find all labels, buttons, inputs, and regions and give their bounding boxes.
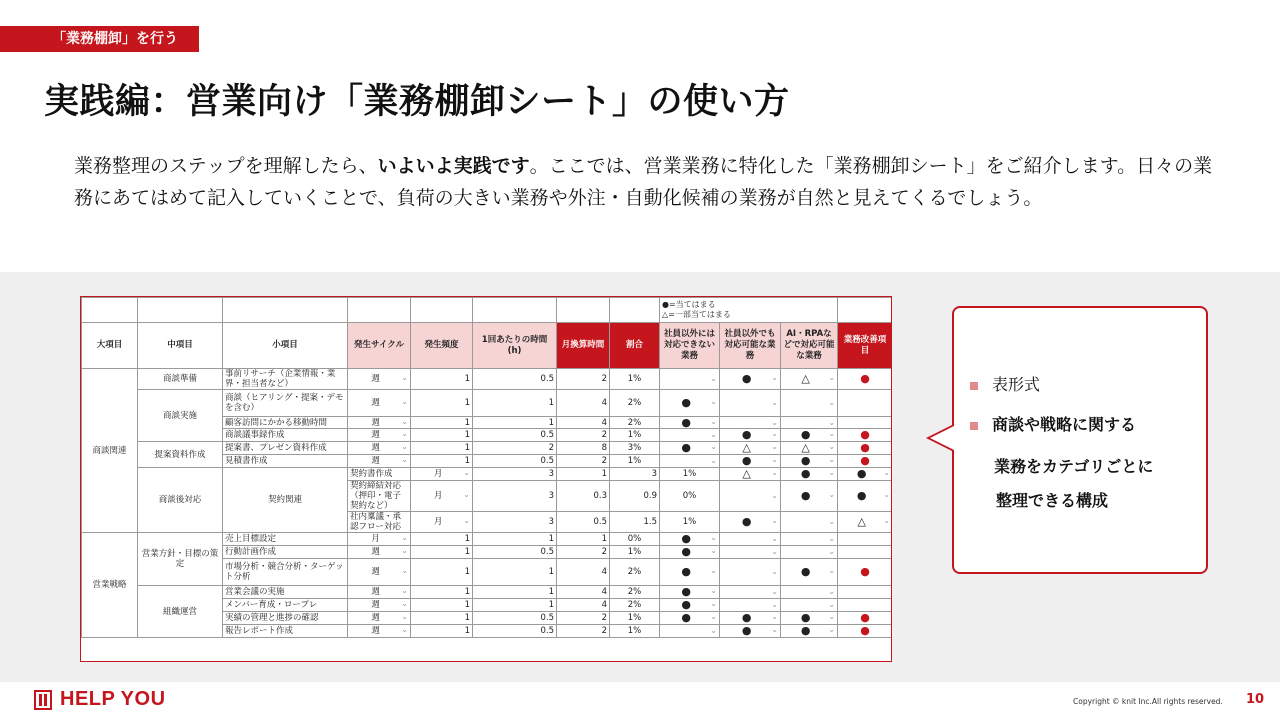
cell-cycle: 月 ⌄ — [411, 468, 473, 481]
table-row — [82, 468, 893, 481]
cell-staff-only: ● ⌄ — [660, 390, 720, 417]
cell-task: 報告レポート作成 — [223, 625, 348, 638]
cell-staff-only: ● ⌄ — [660, 586, 720, 599]
cell-staff-only: △ ⌄ — [720, 468, 781, 481]
cell-ai-rpa: ● ⌄ — [781, 455, 838, 468]
cell-ratio: 1% — [660, 468, 720, 481]
cell-task: 市場分析・競合分析・ターゲット分析 — [223, 559, 348, 586]
header-ratio: 割合 — [610, 323, 660, 369]
cell-hours: 1 — [473, 417, 557, 429]
cell-ai-rpa — [781, 546, 838, 559]
intro-paragraph — [74, 150, 1214, 214]
cell-task: 顧客訪問にかかる移動時間 — [223, 417, 348, 429]
cell-ai-rpa: ● ⌄ — [781, 625, 838, 638]
cell-staff-only: ● ⌄ — [720, 512, 781, 533]
cell-staff-only — [660, 369, 720, 390]
cell-ratio: 2% — [610, 559, 660, 586]
cell-non-staff: ● ⌄ — [720, 369, 781, 390]
cell-ai-rpa: ● ⌄ — [838, 481, 892, 512]
cell-staff-only — [660, 455, 720, 468]
cell-frequency: 1 — [411, 559, 473, 586]
cell-staff-only: ● ⌄ — [660, 533, 720, 546]
cell-major-category: 営業戦略 — [82, 533, 138, 638]
table-row — [82, 390, 893, 417]
cell-middle-category: 契約関連 — [223, 468, 348, 533]
cell-ratio: 1% — [610, 546, 660, 559]
header-minor: 小項目 — [223, 323, 348, 369]
cell-staff-only: ● ⌄ — [660, 442, 720, 455]
cell-frequency: 1 — [411, 369, 473, 390]
cell-hours: 0.3 — [557, 481, 610, 512]
cell-cycle: 週 ⌄ — [348, 586, 411, 599]
cell-cycle: 週 ⌄ — [348, 429, 411, 442]
cell-frequency: 1 — [411, 612, 473, 625]
cell-frequency: 1 — [411, 442, 473, 455]
header-major: 大項目 — [82, 323, 138, 369]
cell-task: 行動計画作成 — [223, 546, 348, 559]
cell-frequency: 1 — [411, 533, 473, 546]
cell-improvement-flag: ● — [838, 429, 892, 442]
copyright: Copyright © knit Inc.All rights reserved. — [1073, 697, 1223, 706]
cell-staff-only — [720, 481, 781, 512]
cell-hours: 0.5 — [473, 455, 557, 468]
callout-pointer-inner — [930, 426, 954, 450]
table-row — [82, 442, 893, 455]
cell-improvement-flag: ● — [838, 559, 892, 586]
cell-improvement-flag — [838, 390, 892, 417]
cell-task: 契約締結対応（押印・電子契約など） — [348, 481, 411, 512]
cell-frequency: 3 — [473, 512, 557, 533]
cell-cycle: 週 ⌄ — [348, 455, 411, 468]
cell-staff-only: ● ⌄ — [660, 417, 720, 429]
cell-non-staff — [720, 533, 781, 546]
cell-monthly: 4 — [557, 586, 610, 599]
inventory-sheet-image — [80, 296, 892, 662]
cell-monthly: 2 — [557, 455, 610, 468]
cell-improvement-flag — [838, 417, 892, 429]
cell-task: 商談議事録作成 — [223, 429, 348, 442]
cell-ai-rpa: △ ⌄ — [838, 512, 892, 533]
cell-improvement-flag: ● — [838, 625, 892, 638]
cell-hours: 0.5 — [473, 546, 557, 559]
cell-task: 見積書作成 — [223, 455, 348, 468]
cell-improvement-flag — [838, 586, 892, 599]
cell-cycle: 週 ⌄ — [348, 369, 411, 390]
cell-major-category: 商談後対応 — [138, 468, 223, 533]
cell-non-staff — [720, 417, 781, 429]
cell-hours: 1 — [473, 586, 557, 599]
cell-major-category: 商談関連 — [82, 369, 138, 533]
header-non-staff: 社員以外でも対応可能な業務 — [720, 323, 781, 369]
cell-ai-rpa — [781, 417, 838, 429]
cell-frequency: 1 — [411, 599, 473, 612]
cell-cycle: 週 ⌄ — [348, 546, 411, 559]
callout-box — [952, 306, 1208, 574]
cell-improvement-flag — [838, 533, 892, 546]
intro-emphasis: いよいよ実践です — [377, 155, 530, 177]
cell-cycle: 週 ⌄ — [348, 559, 411, 586]
cell-improvement-flag — [838, 546, 892, 559]
cell-staff-only: ● ⌄ — [660, 559, 720, 586]
cell-ratio: 1% — [610, 369, 660, 390]
cell-hours: 0.5 — [473, 369, 557, 390]
cell-middle-category: 組織運営 — [138, 586, 223, 638]
cell-frequency: 3 — [473, 468, 557, 481]
cell-frequency: 1 — [411, 625, 473, 638]
cell-monthly: 2 — [557, 429, 610, 442]
cell-ai-rpa: △ ⌄ — [781, 442, 838, 455]
cell-improvement-flag: ● — [838, 455, 892, 468]
cell-non-staff: ● ⌄ — [720, 455, 781, 468]
cell-frequency: 1 — [411, 586, 473, 599]
cell-middle-category: 商談実施 — [138, 390, 223, 442]
cell-task: 提案書、プレゼン資料作成 — [223, 442, 348, 455]
intro-text-2: 。ここでは、営業業務に特化した「業務棚卸シート」をご紹介します。日々の業務にあてはめて記入していくことで、負荷の大きい業務や外注・自動化候補の業務が自然と見えてくるでしょう。 — [74, 155, 1213, 209]
cell-ratio: 1% — [610, 625, 660, 638]
cell-ratio: 3% — [610, 442, 660, 455]
cell-task: 契約書作成 — [348, 468, 411, 481]
cell-task: メンバー育成・ロープレ — [223, 599, 348, 612]
cell-ratio: 1% — [610, 612, 660, 625]
table-row — [82, 369, 893, 390]
header-hours: 1回あたりの時間(h) — [473, 323, 557, 369]
cell-hours: 2 — [473, 442, 557, 455]
cell-non-staff — [720, 390, 781, 417]
page-title: 実践編：営業向け「業務棚卸シート」の使い方 — [44, 82, 790, 122]
inventory-table — [81, 297, 892, 638]
table-row — [82, 586, 893, 599]
legend-row — [82, 298, 893, 323]
header-frequency: 発生頻度 — [411, 323, 473, 369]
cell-frequency: 1 — [411, 417, 473, 429]
cell-task: 社内稟議・承認フロー対応 — [348, 512, 411, 533]
cell-ratio: 1% — [610, 429, 660, 442]
cell-ratio: 2% — [610, 586, 660, 599]
cell-hours: 0.5 — [557, 512, 610, 533]
header-row — [82, 323, 893, 369]
header-staff-only: 社員以外には対応できない業務 — [660, 323, 720, 369]
cell-monthly: 8 — [557, 442, 610, 455]
cell-hours: 0.5 — [473, 612, 557, 625]
table-row — [82, 533, 893, 546]
cell-cycle: 月 ⌄ — [411, 512, 473, 533]
cell-monthly: 3 — [610, 468, 660, 481]
cell-non-staff — [781, 512, 838, 533]
cell-cycle: 週 ⌄ — [348, 390, 411, 417]
cell-non-staff: ● ⌄ — [720, 625, 781, 638]
cell-non-staff — [720, 546, 781, 559]
cell-ai-rpa — [781, 533, 838, 546]
cell-ai-rpa: ● ⌄ — [781, 559, 838, 586]
cell-hours: 0.5 — [473, 429, 557, 442]
page-number: 10 — [1246, 692, 1265, 707]
cell-ratio: 1% — [660, 512, 720, 533]
cell-non-staff: △ ⌄ — [720, 442, 781, 455]
cell-cycle: 週 ⌄ — [348, 417, 411, 429]
cell-non-staff: ● ⌄ — [720, 612, 781, 625]
cell-middle-category: 営業方針・目標の策定 — [138, 533, 223, 586]
cell-cycle: 週 ⌄ — [348, 599, 411, 612]
cell-hours: 1 — [473, 599, 557, 612]
cell-ai-rpa: ● ⌄ — [781, 612, 838, 625]
cell-monthly: 0.9 — [610, 481, 660, 512]
cell-ratio: 1% — [610, 455, 660, 468]
cell-monthly: 4 — [557, 599, 610, 612]
cell-ai-rpa: ● ⌄ — [838, 468, 892, 481]
cell-frequency: 1 — [411, 455, 473, 468]
cell-staff-only: ● ⌄ — [660, 612, 720, 625]
cell-monthly: 1.5 — [610, 512, 660, 533]
cell-improvement-flag: ● — [838, 369, 892, 390]
cell-task: 商談（ヒアリング・提案・デモを含む） — [223, 390, 348, 417]
cell-monthly: 4 — [557, 417, 610, 429]
cell-cycle: 週 ⌄ — [348, 442, 411, 455]
cell-cycle: 週 ⌄ — [348, 625, 411, 638]
cell-ai-rpa — [781, 586, 838, 599]
cell-ai-rpa — [781, 390, 838, 417]
cell-task: 実績の管理と進捗の確認 — [223, 612, 348, 625]
cell-staff-only — [660, 429, 720, 442]
cell-ratio: 2% — [610, 417, 660, 429]
callout-item: 商談や戦略に関する — [970, 412, 1136, 435]
cell-monthly: 2 — [557, 612, 610, 625]
callout-item-continued: 業務をカテゴリごとに — [994, 457, 1154, 476]
cell-ai-rpa: △ ⌄ — [781, 369, 838, 390]
cell-monthly: 2 — [557, 625, 610, 638]
cell-middle-category: 提案資料作成 — [138, 442, 223, 468]
callout-item-continued: 整理できる構成 — [996, 491, 1109, 510]
header-middle: 中項目 — [138, 323, 223, 369]
cell-frequency: 1 — [411, 546, 473, 559]
callout-item: 表形式 — [970, 372, 1040, 395]
cell-task: 営業会議の実施 — [223, 586, 348, 599]
cell-cycle: 月 ⌄ — [411, 481, 473, 512]
cell-staff-only: ● ⌄ — [660, 599, 720, 612]
cell-ratio: 0% — [610, 533, 660, 546]
cell-ratio: 0% — [660, 481, 720, 512]
cell-non-staff — [720, 599, 781, 612]
legend: ●=当てはまる △=一部当てはまる — [660, 298, 838, 323]
cell-hours: 1 — [473, 533, 557, 546]
cell-monthly: 4 — [557, 390, 610, 417]
cell-staff-only — [660, 625, 720, 638]
cell-non-staff: ● ⌄ — [720, 429, 781, 442]
cell-hours: 1 — [557, 468, 610, 481]
header-improvement: 業務改善項目 — [838, 323, 892, 369]
header-ai-rpa: AI・RPAなどで対応可能な業務 — [781, 323, 838, 369]
cell-ratio: 2% — [610, 599, 660, 612]
cell-hours: 1 — [473, 390, 557, 417]
cell-monthly: 2 — [557, 546, 610, 559]
cell-ratio: 2% — [610, 390, 660, 417]
cell-cycle: 週 ⌄ — [348, 612, 411, 625]
section-tag: 「業務棚卸」を行う — [0, 26, 199, 52]
cell-non-staff — [720, 586, 781, 599]
cell-frequency: 3 — [473, 481, 557, 512]
cell-task: 売上目標設定 — [223, 533, 348, 546]
cell-ai-rpa: ● ⌄ — [781, 429, 838, 442]
intro-text-1: 業務整理のステップを理解したら、 — [74, 155, 378, 177]
cell-non-staff: ● ⌄ — [781, 481, 838, 512]
cell-cycle: 月 ⌄ — [348, 533, 411, 546]
header-monthly: 月換算時間 — [557, 323, 610, 369]
cell-staff-only: ● ⌄ — [660, 546, 720, 559]
cell-frequency: 1 — [411, 390, 473, 417]
cell-non-staff: ● ⌄ — [781, 468, 838, 481]
cell-ai-rpa — [781, 599, 838, 612]
cell-frequency: 1 — [411, 429, 473, 442]
cell-middle-category: 商談準備 — [138, 369, 223, 390]
cell-improvement-flag: ● — [838, 442, 892, 455]
cell-monthly: 4 — [557, 559, 610, 586]
cell-hours: 1 — [473, 559, 557, 586]
cell-non-staff — [720, 559, 781, 586]
cell-monthly: 1 — [557, 533, 610, 546]
cell-hours: 0.5 — [473, 625, 557, 638]
cell-monthly: 2 — [557, 369, 610, 390]
cell-task: 事前リサーチ（企業情報・業界・担当者など） — [223, 369, 348, 390]
header-cycle: 発生サイクル — [348, 323, 411, 369]
cell-improvement-flag — [838, 599, 892, 612]
cell-improvement-flag: ● — [838, 612, 892, 625]
logo-mark-icon — [34, 690, 52, 710]
company-logo: HELP YOU — [34, 688, 166, 711]
